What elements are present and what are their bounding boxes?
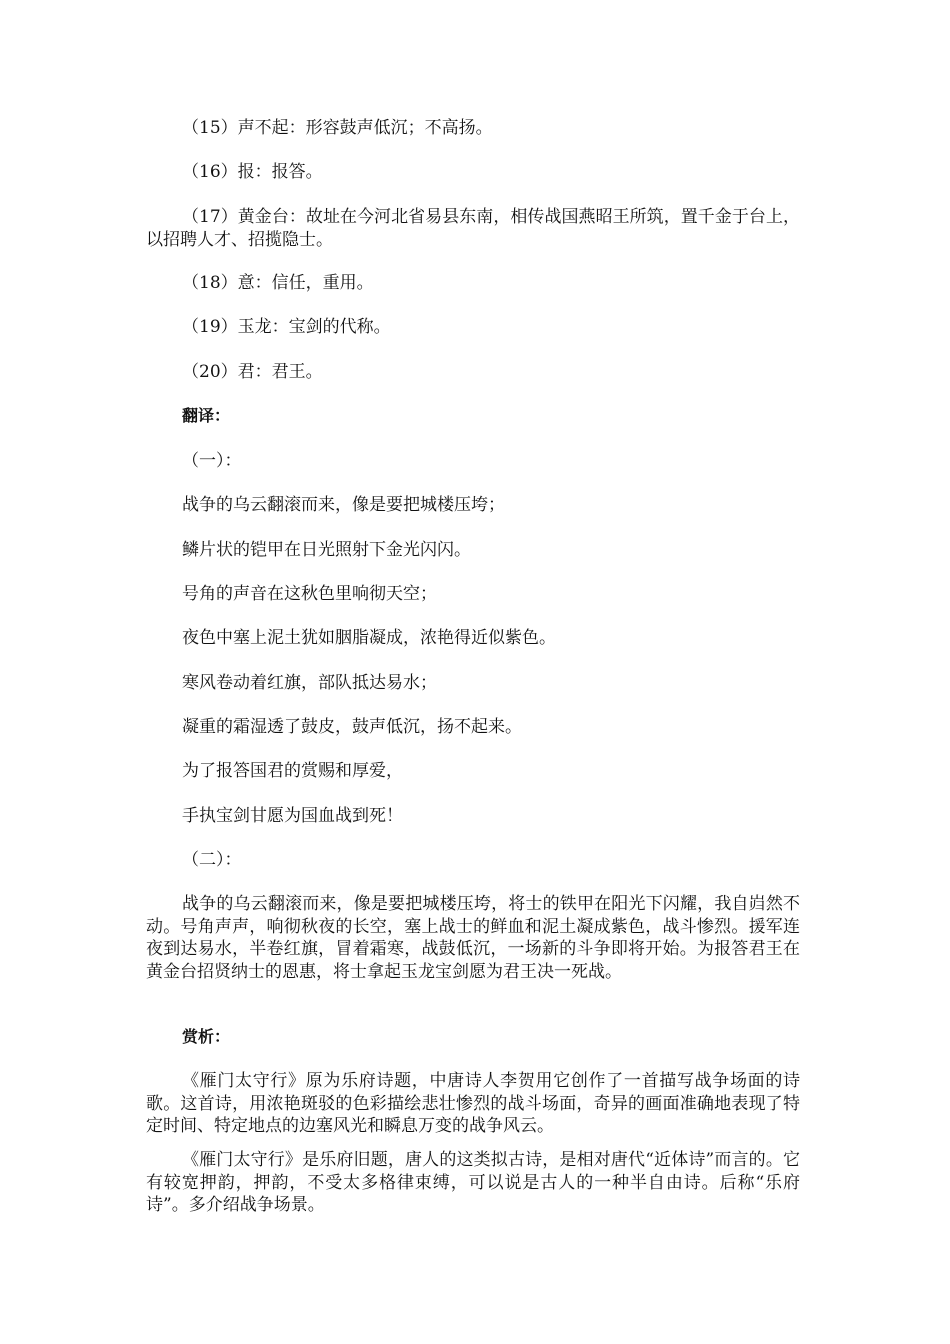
translation-line: 号角的声音在这秋色里响彻天空； bbox=[182, 584, 437, 604]
note-19: （19）玉龙：宝剑的代称。 bbox=[182, 317, 391, 337]
translation-line: 寒风卷动着红旗，部队抵达易水； bbox=[182, 673, 437, 693]
translation-line: 鳞片状的铠甲在日光照射下金光闪闪。 bbox=[182, 540, 471, 560]
note-15: （15）声不起：形容鼓声低沉；不高扬。 bbox=[182, 118, 493, 138]
note-17: （17）黄金台：故址在今河北省易县东南，相传战国燕昭王所筑，置千金于台上，以招聘人才、招揽隐士。 bbox=[146, 207, 800, 250]
appreciation-paragraph-1: 《雁门太守行》原为乐府诗题，中唐诗人李贺用它创作了一首描写战争场面的诗歌。这首诗，用浓艳斑驳的色彩描绘悲壮惨烈的战斗场面，奇异的画面准确地表现了特定时间、特定地点的边塞风光和瞬息万变的战争风云。 bbox=[146, 1071, 800, 1136]
translation-heading: 翻译： bbox=[182, 406, 231, 425]
appreciation-heading: 赏析： bbox=[182, 1027, 231, 1046]
note-18: （18）意：信任，重用。 bbox=[182, 273, 374, 293]
note-16: （16）报：报答。 bbox=[182, 162, 323, 182]
translation-line: 凝重的霜湿透了鼓皮，鼓声低沉，扬不起来。 bbox=[182, 717, 522, 737]
translation-part1-label: （一）： bbox=[182, 451, 242, 471]
translation-part2-paragraph: 战争的乌云翻滚而来，像是要把城楼压垮，将士的铁甲在阳光下闪耀，我自岿然不动。号角声声，响彻秋夜的长空，塞上战士的鲜血和泥土凝成紫色，战斗惨烈。援军连夜到达易水，半卷红旗，冒着霜寒，战鼓低沉，一场新的斗争即将开始。为报答君王在黄金台招贤纳士的恩惠，将士拿起玉龙宝剑愿为君王决一死战。 bbox=[146, 894, 800, 982]
appreciation-paragraph-2: 《雁门太守行》是乐府旧题，唐人的这类拟古诗，是相对唐代“近体诗”而言的。它有较宽押韵，押韵，不受太多格律束缚，可以说是古人的一种半自由诗。后称“乐府诗”。多介绍战争场景。 bbox=[146, 1150, 800, 1215]
translation-part2-label: （二）： bbox=[182, 850, 242, 870]
translation-line: 战争的乌云翻滚而来，像是要把城楼压垮； bbox=[182, 495, 505, 515]
translation-line: 夜色中塞上泥土犹如胭脂凝成，浓艳得近似紫色。 bbox=[182, 628, 556, 648]
translation-line: 为了报答国君的赏赐和厚爱， bbox=[182, 761, 403, 781]
note-20: （20）君：君王。 bbox=[182, 362, 323, 382]
translation-line: 手执宝剑甘愿为国血战到死！ bbox=[182, 806, 403, 826]
